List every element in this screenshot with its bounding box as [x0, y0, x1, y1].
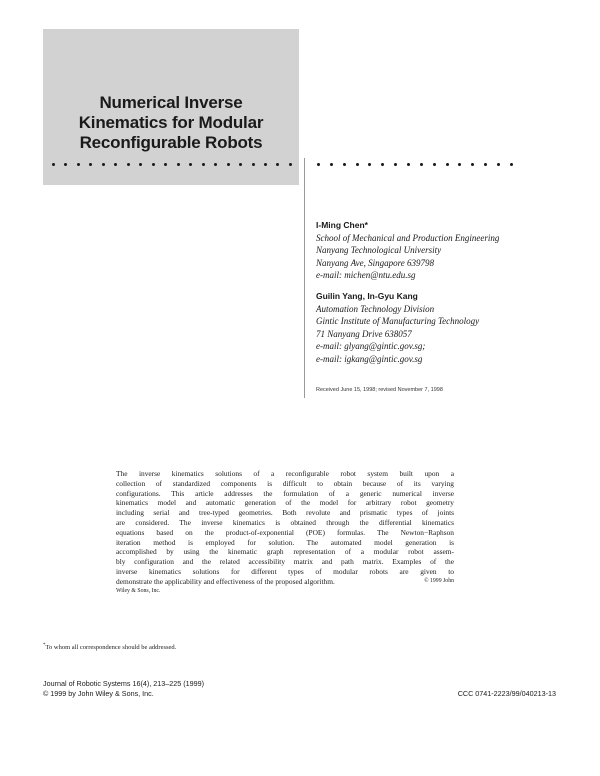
- author-name: I-Ming Chen*: [316, 220, 368, 230]
- abstract-line: bly configuration and the related accessibility matrix and path matrix. Examples of the: [116, 557, 454, 567]
- author-email: e-mail: michen@ntu.edu.sg: [316, 270, 416, 280]
- author-email: e-mail: igkang@gintic.gov.sg: [316, 353, 423, 364]
- title-line: Kinematics for Modular: [78, 113, 264, 132]
- author-affiliation: Nanyang Ave, Singapore 639798: [316, 257, 434, 268]
- received-date: Received June 15, 1998; revised November 7, 1998: [316, 387, 443, 393]
- abstract: [116, 469, 454, 596]
- abstract-line: [116, 577, 454, 587]
- abstract-line: collection of standardized components is difficult to obtain because of its varying: [116, 478, 454, 488]
- dotted-rule-right: [317, 163, 513, 166]
- author-affiliation: Automation Technology Division: [316, 303, 435, 314]
- journal-citation: Journal of Robotic Systems 16(4), 213–225 (1999): [43, 679, 205, 688]
- abstract-line: iteration method is employed for solution. The automated model generation is: [116, 537, 454, 547]
- author-name: Guilin Yang, In-Gyu Kang: [316, 291, 418, 301]
- abstract-line: inverse kinematics solutions for different types of modular robots are given to: [116, 566, 454, 576]
- footnote-text: To whom all correspondence should be addressed.: [45, 644, 177, 652]
- abstract-line: accomplished by using the kinematic graph representation of a modular robot assem-: [116, 547, 454, 557]
- journal-info: [43, 679, 204, 699]
- author-affiliation: Gintic Institute of Manufacturing Technology: [316, 316, 480, 326]
- title-line: Numerical Inverse: [99, 93, 243, 112]
- abstract-copyright: Wiley & Sons, Inc.: [116, 587, 161, 594]
- ccc-code: CCC 0741-2223/99/040213-13: [457, 689, 556, 698]
- dotted-rule-left: [52, 163, 292, 166]
- abstract-line: equations based on the product-of-exponential (POE) formulas. The Newton−Raphson: [116, 527, 454, 537]
- abstract-line: kinematics model and automatic generation of the model for arbitrary robot geometry: [116, 498, 454, 508]
- author-affiliation: 71 Nanyang Drive 638057: [316, 328, 412, 339]
- author-affiliation: Nanyang Technological University: [316, 245, 442, 255]
- author-block: [316, 219, 499, 282]
- title-line: Reconfigurable Robots: [79, 133, 263, 152]
- abstract-line: are considered. The inverse kinematics is obtained through the differential kinematics: [116, 517, 454, 527]
- abstract-line: including serial and tree-typed geometries. Both revolute and prismatic types of joints: [116, 508, 454, 518]
- author-email: e-mail: glyang@gintic.gov.sg;: [316, 341, 426, 351]
- abstract-copyright: © 1999 John: [424, 577, 454, 584]
- author-block: [316, 290, 479, 365]
- paper-title: [43, 93, 299, 153]
- author-affiliation: School of Mechanical and Production Engineering: [316, 232, 500, 243]
- footnote-mark: *: [43, 643, 46, 648]
- publisher-copyright: © 1999 by John Wiley & Sons, Inc.: [43, 689, 154, 698]
- abstract-line: configurations. This article addresses the formulation of a generic numerical inverse: [116, 488, 454, 498]
- abstract-last-text: demonstrate the applicability and effectiveness of the proposed algorithm.: [116, 576, 335, 586]
- vertical-divider: [304, 158, 305, 398]
- footnote: [43, 643, 176, 651]
- abstract-line: The inverse kinematics solutions of a reconfigurable robot system built upon a: [116, 469, 454, 478]
